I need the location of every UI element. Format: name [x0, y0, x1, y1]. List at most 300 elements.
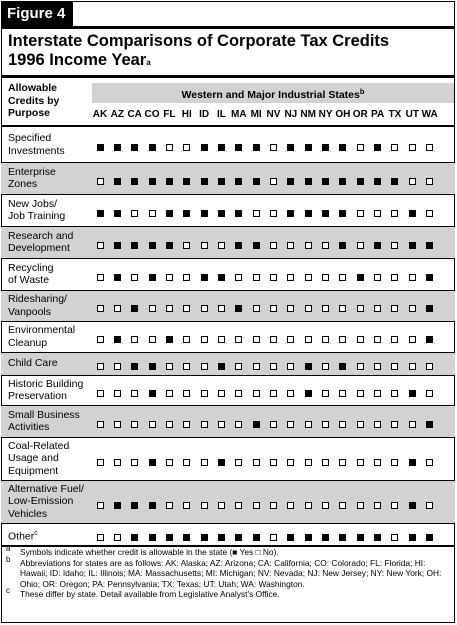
empty-square-icon: [166, 305, 173, 312]
filled-square-icon: [201, 534, 208, 541]
empty-square-icon: [218, 242, 225, 249]
empty-square-icon: [322, 363, 329, 370]
filled-square-icon: [287, 534, 294, 541]
empty-square-icon: [97, 459, 104, 466]
filled-square-icon: [357, 274, 364, 281]
empty-square-icon: [97, 390, 104, 397]
row-label-line: Child Care: [8, 357, 58, 370]
empty-square-icon: [97, 502, 104, 509]
empty-square-icon: [201, 363, 208, 370]
empty-square-icon: [391, 459, 398, 466]
row-label: [8, 230, 92, 255]
empty-square-icon: [97, 274, 104, 281]
group-header-footnote-marker: b: [359, 87, 365, 96]
state-header-az: AZ: [110, 109, 125, 120]
footnote-marker: a: [6, 544, 11, 553]
filled-square-icon: [409, 242, 416, 249]
filled-square-icon: [374, 534, 381, 541]
filled-square-icon: [409, 390, 416, 397]
empty-square-icon: [235, 363, 242, 370]
empty-square-icon: [339, 274, 346, 281]
empty-square-icon: [183, 336, 190, 343]
empty-square-icon: [391, 210, 398, 217]
empty-square-icon: [391, 336, 398, 343]
empty-square-icon: [287, 305, 294, 312]
empty-square-icon: [357, 363, 364, 370]
table-row: [1, 375, 455, 405]
empty-square-icon: [166, 421, 173, 428]
filled-square-icon: [201, 210, 208, 217]
empty-square-icon: [287, 459, 294, 466]
filled-square-icon: [183, 534, 190, 541]
filled-square-icon: [183, 178, 190, 185]
footnote-text: Symbols indicate whether credit is allowable in the state (■ Yes □ No).: [20, 547, 279, 557]
empty-square-icon: [287, 242, 294, 249]
table-row: [1, 162, 455, 194]
empty-square-icon: [357, 421, 364, 428]
empty-square-icon: [339, 459, 346, 466]
empty-square-icon: [409, 178, 416, 185]
filled-square-icon: [426, 242, 433, 249]
row-label: [8, 357, 92, 370]
filled-square-icon: [114, 274, 121, 281]
filled-square-icon: [374, 144, 381, 151]
filled-square-icon: [149, 459, 156, 466]
row-label: [8, 378, 92, 403]
footnote-text: Abbreviations for states are as follows: AK: Alaska; AZ: Arizona; CA: California; CO: Colorado; FL: Florida; HI: Hawaii; ID: Idaho; IL: Illinois; MA: Massachusetts; MI: Michigan; NV: Nevada; NJ: New Jersey; NY: New York; OH: Ohio; OR: Oregon; PA: Pennsylvania; TX: Texas; UT: Utah; WA: Washington.: [20, 557, 442, 589]
empty-square-icon: [270, 390, 277, 397]
table-row: [1, 321, 455, 352]
empty-square-icon: [201, 421, 208, 428]
empty-square-icon: [253, 274, 260, 281]
empty-square-icon: [357, 459, 364, 466]
table-row: [1, 194, 455, 226]
state-header-ut: UT: [405, 109, 419, 120]
empty-square-icon: [201, 390, 208, 397]
empty-square-icon: [270, 502, 277, 509]
figure-title: [8, 32, 448, 70]
row-divider: [1, 480, 455, 481]
row-label: [8, 483, 92, 521]
footnote-text: These differ by state. Detail available from Legislative Analyst's Office.: [20, 589, 280, 600]
empty-square-icon: [131, 390, 138, 397]
filled-square-icon: [235, 178, 242, 185]
empty-square-icon: [183, 305, 190, 312]
row-divider: [1, 258, 455, 259]
filled-square-icon: [253, 144, 260, 151]
empty-square-icon: [322, 305, 329, 312]
empty-square-icon: [131, 274, 138, 281]
empty-square-icon: [426, 502, 433, 509]
empty-square-icon: [270, 210, 277, 217]
empty-square-icon: [391, 421, 398, 428]
filled-square-icon: [149, 390, 156, 397]
filled-square-icon: [218, 210, 225, 217]
title-footnote-marker: a: [146, 58, 151, 67]
empty-square-icon: [183, 363, 190, 370]
row-label-line: Vanpools: [8, 305, 52, 318]
empty-square-icon: [149, 421, 156, 428]
filled-square-icon: [166, 534, 173, 541]
row-label-line: Activities: [8, 421, 50, 433]
empty-square-icon: [114, 421, 121, 428]
filled-square-icon: [426, 336, 433, 343]
row-divider: [1, 194, 455, 195]
empty-square-icon: [391, 363, 398, 370]
empty-square-icon: [339, 390, 346, 397]
filled-square-icon: [374, 242, 381, 249]
empty-square-icon: [357, 336, 364, 343]
row-label-line: Development: [8, 242, 70, 254]
filled-square-icon: [131, 144, 138, 151]
empty-square-icon: [149, 336, 156, 343]
row-divider: [1, 437, 455, 438]
filled-square-icon: [426, 534, 433, 541]
footnote-marker: c: [6, 586, 10, 596]
filled-square-icon: [287, 210, 294, 217]
empty-square-icon: [391, 534, 398, 541]
empty-square-icon: [322, 242, 329, 249]
row-label: [8, 262, 92, 287]
filled-square-icon: [305, 534, 312, 541]
table-row: [1, 290, 455, 321]
empty-square-icon: [183, 242, 190, 249]
filled-square-icon: [131, 363, 138, 370]
row-label-line: Environmental: [8, 324, 76, 336]
filled-square-icon: [166, 242, 173, 249]
row-divider: [1, 321, 455, 322]
table-row: [1, 127, 455, 162]
filled-square-icon: [235, 242, 242, 249]
empty-square-icon: [374, 390, 381, 397]
filled-square-icon: [235, 210, 242, 217]
empty-square-icon: [426, 390, 433, 397]
state-header-nj: NJ: [284, 109, 298, 120]
empty-square-icon: [97, 305, 104, 312]
empty-square-icon: [305, 459, 312, 466]
title-rule: [1, 75, 455, 78]
filled-square-icon: [322, 144, 329, 151]
filled-square-icon: [253, 421, 260, 428]
empty-square-icon: [374, 421, 381, 428]
empty-square-icon: [409, 336, 416, 343]
state-header-oh: OH: [335, 109, 351, 120]
empty-square-icon: [166, 502, 173, 509]
empty-square-icon: [270, 305, 277, 312]
empty-square-icon: [253, 305, 260, 312]
filled-square-icon: [114, 242, 121, 249]
row-divider: [1, 162, 455, 163]
empty-square-icon: [114, 363, 121, 370]
empty-square-icon: [357, 305, 364, 312]
empty-square-icon: [287, 390, 294, 397]
filled-square-icon: [235, 534, 242, 541]
empty-square-icon: [270, 242, 277, 249]
row-divider: [1, 405, 455, 406]
empty-square-icon: [235, 336, 242, 343]
empty-square-icon: [201, 305, 208, 312]
empty-square-icon: [270, 363, 277, 370]
table-row: [1, 523, 455, 545]
filled-square-icon: [305, 178, 312, 185]
filled-square-icon: [339, 363, 346, 370]
filled-square-icon: [166, 210, 173, 217]
filled-square-icon: [287, 144, 294, 151]
empty-square-icon: [253, 459, 260, 466]
filled-square-icon: [409, 459, 416, 466]
empty-square-icon: [149, 305, 156, 312]
filled-square-icon: [131, 178, 138, 185]
empty-square-icon: [322, 502, 329, 509]
row-label-line: Zones: [8, 178, 38, 190]
filled-square-icon: [409, 210, 416, 217]
filled-square-icon: [426, 274, 433, 281]
filled-square-icon: [131, 534, 138, 541]
filled-square-icon: [131, 502, 138, 509]
empty-square-icon: [339, 336, 346, 343]
row-label-line: Vehicles: [8, 507, 48, 520]
empty-square-icon: [218, 390, 225, 397]
empty-square-icon: [287, 421, 294, 428]
empty-square-icon: [391, 305, 398, 312]
state-header-nv: NV: [266, 109, 281, 120]
empty-square-icon: [218, 336, 225, 343]
filled-square-icon: [426, 421, 433, 428]
empty-square-icon: [235, 421, 242, 428]
empty-square-icon: [287, 336, 294, 343]
row-label-line: Cleanup: [8, 336, 48, 349]
row-label-line: Research and: [8, 229, 74, 242]
filled-square-icon: [149, 534, 156, 541]
filled-square-icon: [183, 210, 190, 217]
row-label-line: Investments: [8, 144, 65, 157]
row-label-line: New Jobs/: [8, 197, 58, 210]
row-label-line: Equipment: [8, 464, 59, 477]
row-label-line: Job Training: [8, 210, 66, 222]
empty-square-icon: [305, 336, 312, 343]
row-label-line: Usage and: [8, 452, 59, 465]
state-header-hi: HI: [181, 109, 192, 120]
row-divider: [1, 226, 455, 227]
filled-square-icon: [305, 363, 312, 370]
empty-square-icon: [131, 421, 138, 428]
filled-square-icon: [218, 144, 225, 151]
state-header-or: OR: [352, 109, 368, 120]
filled-square-icon: [114, 178, 121, 185]
filled-square-icon: [218, 459, 225, 466]
filled-square-icon: [149, 242, 156, 249]
row-label-line: Historic Building: [8, 377, 84, 390]
empty-square-icon: [149, 210, 156, 217]
row-label: [8, 293, 92, 318]
row-label: [8, 409, 92, 434]
state-header-id: ID: [199, 109, 210, 120]
filled-square-icon: [149, 363, 156, 370]
row-label-line: Specified: [8, 132, 52, 144]
empty-square-icon: [374, 502, 381, 509]
table-row: [1, 226, 455, 258]
table-row: [1, 480, 455, 523]
empty-square-icon: [131, 210, 138, 217]
empty-square-icon: [166, 274, 173, 281]
empty-square-icon: [235, 459, 242, 466]
row-divider: [1, 523, 455, 524]
row-label-line: Ridesharing/: [8, 293, 67, 305]
empty-square-icon: [218, 421, 225, 428]
table-row: [1, 405, 455, 437]
empty-square-icon: [374, 274, 381, 281]
row-label: [8, 198, 92, 223]
empty-square-icon: [183, 390, 190, 397]
empty-square-icon: [409, 363, 416, 370]
empty-square-icon: [409, 274, 416, 281]
table-row: [1, 258, 455, 290]
empty-square-icon: [114, 390, 121, 397]
empty-square-icon: [426, 144, 433, 151]
filled-square-icon: [235, 144, 242, 151]
empty-square-icon: [391, 274, 398, 281]
filled-square-icon: [218, 178, 225, 185]
empty-square-icon: [270, 178, 277, 185]
empty-square-icon: [131, 336, 138, 343]
empty-square-icon: [374, 363, 381, 370]
empty-square-icon: [201, 502, 208, 509]
empty-square-icon: [166, 390, 173, 397]
empty-square-icon: [253, 336, 260, 343]
filled-square-icon: [97, 210, 104, 217]
empty-square-icon: [391, 502, 398, 509]
empty-square-icon: [201, 459, 208, 466]
row-header: Allowable Credits by Purpose: [8, 82, 60, 119]
empty-square-icon: [409, 144, 416, 151]
empty-square-icon: [235, 502, 242, 509]
empty-square-icon: [357, 210, 364, 217]
empty-square-icon: [97, 178, 104, 185]
filled-square-icon: [357, 534, 364, 541]
filled-square-icon: [218, 534, 225, 541]
filled-square-icon: [391, 178, 398, 185]
empty-square-icon: [97, 421, 104, 428]
filled-square-icon: [253, 242, 260, 249]
empty-square-icon: [409, 421, 416, 428]
empty-square-icon: [357, 390, 364, 397]
empty-square-icon: [166, 459, 173, 466]
filled-square-icon: [287, 178, 294, 185]
filled-square-icon: [218, 274, 225, 281]
empty-square-icon: [391, 390, 398, 397]
empty-square-icon: [391, 144, 398, 151]
title-line-2: [8, 51, 448, 70]
state-header-ny: NY: [318, 109, 333, 120]
row-divider: [1, 290, 455, 291]
empty-square-icon: [183, 274, 190, 281]
empty-square-icon: [270, 421, 277, 428]
table-row: [1, 352, 455, 375]
filled-square-icon: [322, 534, 329, 541]
filled-square-icon: [97, 144, 104, 151]
state-header-ma: MA: [231, 109, 247, 120]
empty-square-icon: [339, 502, 346, 509]
empty-square-icon: [357, 502, 364, 509]
filled-square-icon: [305, 210, 312, 217]
empty-square-icon: [305, 502, 312, 509]
empty-square-icon: [374, 459, 381, 466]
filled-square-icon: [201, 274, 208, 281]
filled-square-icon: [218, 363, 225, 370]
row-label: [8, 132, 92, 157]
filled-square-icon: [166, 336, 173, 343]
empty-square-icon: [322, 390, 329, 397]
state-header-co: CO: [144, 109, 160, 120]
row-label: [8, 440, 92, 478]
filled-square-icon: [149, 144, 156, 151]
empty-square-icon: [305, 421, 312, 428]
row-label-line: Coal-Related: [8, 439, 70, 452]
title-line-1: Interstate Comparisons of Corporate Tax Credits: [8, 32, 390, 50]
empty-square-icon: [97, 336, 104, 343]
empty-square-icon: [166, 363, 173, 370]
empty-square-icon: [357, 144, 364, 151]
empty-square-icon: [426, 178, 433, 185]
empty-square-icon: [218, 305, 225, 312]
empty-square-icon: [287, 502, 294, 509]
empty-square-icon: [166, 144, 173, 151]
empty-square-icon: [374, 210, 381, 217]
empty-square-icon: [183, 144, 190, 151]
footnote-marker: b: [6, 554, 11, 564]
empty-square-icon: [270, 274, 277, 281]
row-label: [8, 166, 92, 191]
empty-square-icon: [253, 502, 260, 509]
empty-square-icon: [305, 274, 312, 281]
empty-square-icon: [374, 336, 381, 343]
state-header-il: IL: [216, 109, 226, 120]
filled-square-icon: [201, 144, 208, 151]
row-label-line: of Waste: [8, 274, 50, 286]
state-header-ca: CA: [127, 109, 142, 120]
filled-square-icon: [339, 534, 346, 541]
filled-square-icon: [114, 144, 121, 151]
state-header-fl: FL: [163, 109, 176, 120]
empty-square-icon: [305, 305, 312, 312]
empty-square-icon: [426, 210, 433, 217]
filled-square-icon: [114, 210, 121, 217]
empty-square-icon: [409, 305, 416, 312]
empty-square-icon: [235, 390, 242, 397]
empty-square-icon: [287, 274, 294, 281]
empty-square-icon: [270, 336, 277, 343]
row-label-line: Other$^c$: [8, 529, 38, 543]
state-header-tx: TX: [388, 109, 402, 120]
row-label-line: Low-Emission: [8, 495, 74, 508]
filled-square-icon: [305, 390, 312, 397]
empty-square-icon: [322, 421, 329, 428]
row-label-line: Alternative Fuel/: [8, 482, 84, 495]
filled-square-icon: [253, 178, 260, 185]
filled-square-icon: [339, 178, 346, 185]
state-header-nm: NM: [300, 109, 316, 120]
filled-square-icon: [374, 178, 381, 185]
empty-square-icon: [270, 534, 277, 541]
filled-square-icon: [114, 502, 121, 509]
empty-square-icon: [426, 459, 433, 466]
row-label-line: Enterprise: [8, 165, 56, 178]
empty-square-icon: [270, 144, 277, 151]
empty-square-icon: [287, 363, 294, 370]
empty-square-icon: [235, 274, 242, 281]
empty-square-icon: [339, 305, 346, 312]
row-label: [8, 324, 92, 349]
